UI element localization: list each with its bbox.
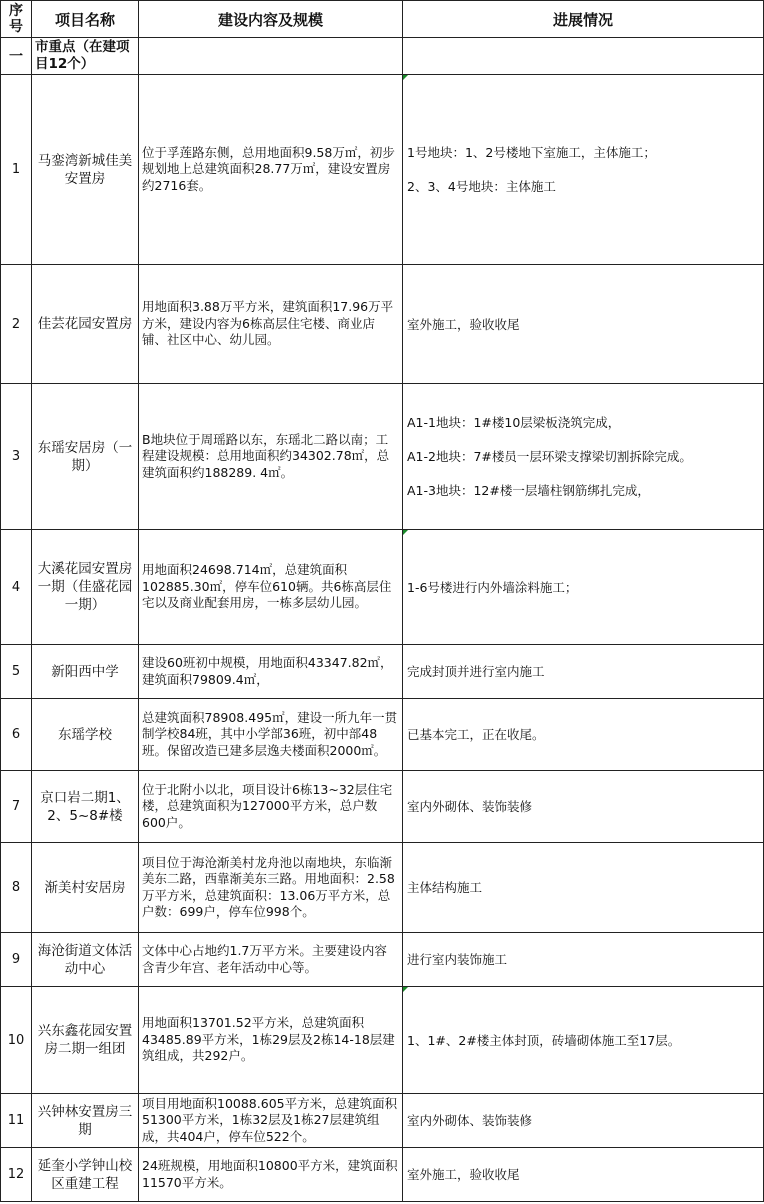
project-progress: [403, 699, 764, 771]
project-content: B地块位于周瑶路以东，东瑶北二路以南；工程建设规模：总用地面积约34302.78㎡，总建筑面积约188289. 4㎡。: [139, 384, 403, 530]
project-progress: [403, 843, 764, 933]
project-content: 用地面积13701.52平方米，总建筑面积43485.89平方米，1栋29层及2栋14-18层建筑组成，共292户。: [139, 987, 403, 1094]
progress-line: 主体结构施工: [407, 880, 483, 895]
project-progress: [403, 645, 764, 699]
progress-line: A1-1地块：1#楼10层梁板浇筑完成，: [407, 415, 621, 430]
row-number: 7: [1, 771, 32, 843]
progress-line: 室内外砌体、装饰装修: [407, 1113, 533, 1128]
progress-line: 室外施工，验收收尾: [407, 316, 520, 332]
project-progress: [403, 530, 764, 645]
row-number: 11: [1, 1094, 32, 1148]
project-name: 新阳西中学: [32, 645, 139, 699]
project-name: 东瑶学校: [32, 699, 139, 771]
row-number: 3: [1, 384, 32, 530]
project-name: 大溪花园安置房一期（佳盛花园一期）: [32, 530, 139, 645]
header-name: 项目名称: [32, 1, 139, 38]
row-number: 6: [1, 699, 32, 771]
project-progress: [403, 1094, 764, 1148]
progress-line: 1、1#、2#楼主体封顶，砖墙砌体施工至17层。: [407, 1032, 681, 1048]
table-row: [1, 75, 764, 265]
project-content: 24班规模，用地面积10800平方米，建筑面积11570平方米。: [139, 1148, 403, 1202]
project-content: 项目位于海沧渐美村龙舟池以南地块，东临渐美东二路，西靠渐美东三路。用地面积：2.58万平方米，总建筑面积：13.06万平方米，总户数：699户，停车位998个。: [139, 843, 403, 933]
row-number: 10: [1, 987, 32, 1094]
header-content: 建设内容及规模: [139, 1, 403, 38]
row-number: 5: [1, 645, 32, 699]
project-progress: [403, 265, 764, 384]
table-row: [1, 1148, 764, 1202]
project-content: 用地面积3.88万平方米，建筑面积17.96万平方米，建设内容为6栋高层住宅楼、商业店铺、社区中心、幼儿园。: [139, 265, 403, 384]
table-row: [1, 987, 764, 1094]
project-progress: [403, 75, 764, 265]
row-number: 9: [1, 933, 32, 987]
comment-corner-mark: [403, 75, 408, 80]
progress-line: 2、3、4号地块：主体施工: [407, 179, 556, 194]
project-progress: [403, 1148, 764, 1202]
table-row: [1, 933, 764, 987]
project-name: 海沧街道文体活动中心: [32, 933, 139, 987]
table-row: [1, 843, 764, 933]
project-content: 位于孚莲路东侧，总用地面积9.58万㎡，初步规划地上总建筑面积28.77万㎡，建设安置房约2716套。: [139, 75, 403, 265]
progress-line: 进行室内装饰施工: [407, 952, 508, 967]
table-row: [1, 265, 764, 384]
progress-line: 室内外砌体、装饰装修: [407, 799, 533, 814]
project-name: 佳芸花园安置房: [32, 265, 139, 384]
section-number: 一: [1, 38, 32, 75]
progress-line: A1-2地块：7#楼员一层环梁支撑梁切割拆除完成。: [407, 449, 692, 464]
project-progress: [403, 987, 764, 1094]
comment-corner-mark: [403, 987, 408, 992]
project-content: 项目用地面积10088.605平方米，总建筑面积51300平方米，1栋32层及1栋27层建筑组成，共404户，停车位522个。: [139, 1094, 403, 1148]
section-empty-cell: [403, 38, 764, 75]
row-number: 1: [1, 75, 32, 265]
table-row: [1, 384, 764, 530]
project-progress: [403, 933, 764, 987]
project-progress: [403, 771, 764, 843]
table-row: [1, 645, 764, 699]
row-number: 12: [1, 1148, 32, 1202]
progress-line: 已基本完工，正在收尾。: [407, 727, 545, 742]
row-number: 4: [1, 530, 32, 645]
progress-line: 室外施工，验收收尾: [407, 1167, 520, 1182]
project-name: 渐美村安居房: [32, 843, 139, 933]
header-progress: 进展情况: [403, 1, 764, 38]
project-name: 京口岩二期1、2、5~8#楼: [32, 771, 139, 843]
project-content: 建设60班初中规模，用地面积43347.82㎡，建筑面积79809.4㎡，: [139, 645, 403, 699]
project-name: 兴钟林安置房三期: [32, 1094, 139, 1148]
project-name: 兴东鑫花园安置房二期一组团: [32, 987, 139, 1094]
project-name: 东瑶安居房（一期）: [32, 384, 139, 530]
progress-line: 1号地块：1、2号楼地下室施工，主体施工；: [407, 145, 656, 160]
progress-line: 1-6号楼进行内外墙涂料施工；: [407, 579, 578, 595]
table-row: [1, 1094, 764, 1148]
project-progress: [403, 384, 764, 530]
project-content: 文体中心占地约1.7万平方米。主要建设内容含青少年宫、老年活动中心等。: [139, 933, 403, 987]
table-row: [1, 530, 764, 645]
section-empty-cell: [139, 38, 403, 75]
progress-line: 完成封顶并进行室内施工: [407, 664, 545, 679]
project-name: 延奎小学钟山校区重建工程: [32, 1148, 139, 1202]
header-row: [1, 1, 764, 38]
project-name: 马銮湾新城佳美安置房: [32, 75, 139, 265]
header-seq: 序 号: [1, 1, 32, 38]
comment-corner-mark: [403, 530, 408, 535]
section-row: [1, 38, 764, 75]
project-content: 用地面积24698.714㎡，总建筑面积102885.30㎡，停车位610辆。共6栋高层住宅以及商业配套用房，一栋多层幼儿园。: [139, 530, 403, 645]
table-row: [1, 699, 764, 771]
table-row: [1, 771, 764, 843]
progress-line: A1-3地块：12#楼一层墙柱钢筋绑扎完成，: [407, 483, 650, 498]
project-content: 总建筑面积78908.495㎡，建设一所九年一贯制学校84班，其中小学部36班，初中部48班。保留改造已建多层逸夫楼面积2000㎡。: [139, 699, 403, 771]
project-content: 位于北附小以北，项目设计6栋13~32层住宅楼，总建筑面积为127000平方米，总户数600户。: [139, 771, 403, 843]
row-number: 8: [1, 843, 32, 933]
row-number: 2: [1, 265, 32, 384]
section-title: 市重点（在建项目12个）: [32, 38, 139, 75]
